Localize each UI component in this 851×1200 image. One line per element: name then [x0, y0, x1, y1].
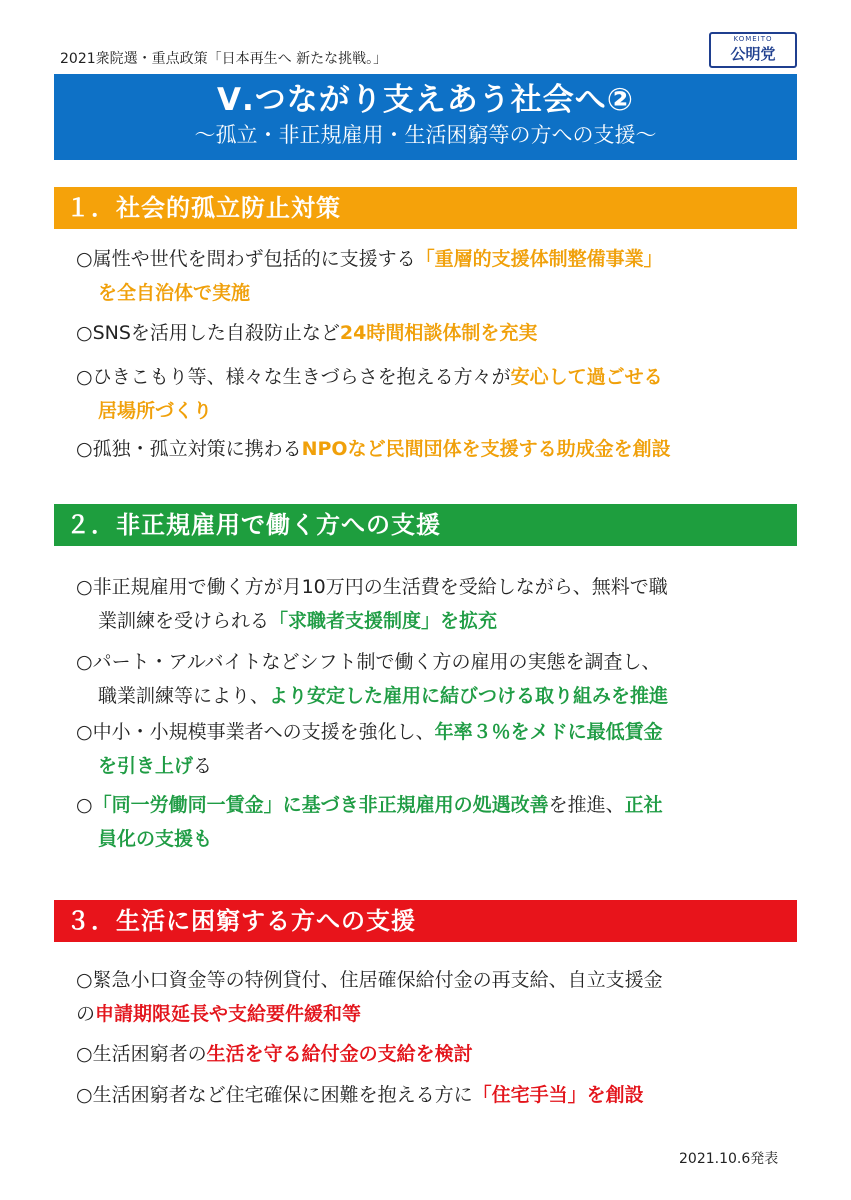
list-item — [76, 963, 796, 1031]
item-highlight-continued: 員化の支援も — [98, 828, 213, 850]
page-title: Ⅴ.つながり支えあう社会へ② — [216, 82, 634, 118]
section-heading-poverty-support: ３．生活に困窮する方への支援 — [54, 900, 797, 942]
item-text-continued: 職業訓練等により、 — [98, 685, 270, 707]
item-highlight-continued: を全自治体で実施 — [98, 282, 251, 304]
item-text: ○ひきこもり等、様々な生きづらさを抱える方々が — [76, 366, 511, 388]
item-continued — [76, 679, 796, 713]
list-item — [76, 715, 796, 783]
item-highlight-continued: 居場所づくり — [98, 400, 213, 422]
section-heading-isolation: １．社会的孤立防止対策 — [54, 187, 797, 229]
item-highlight: 安心して過ごせる — [510, 366, 663, 388]
logo-english: KOMEITO — [733, 35, 773, 43]
section-heading-nonregular-employment: ２．非正規雇用で働く方への支援 — [54, 504, 797, 546]
top-note: 2021衆院選・重点政策「日本再生へ 新たな挑戦。」 — [60, 51, 388, 67]
item-highlight: より安定した雇用に結びつける取り組みを推進 — [269, 685, 669, 707]
item-text: ○生活困窮者など住宅確保に困難を抱える方に — [76, 1084, 473, 1106]
list-item — [76, 788, 796, 856]
item-text: ○パート・アルバイトなどシフト制で働く方の雇用の実態を調査し、 — [76, 651, 661, 673]
item-text: を推進、 — [548, 794, 625, 816]
item-highlight: 「住宅手当」を創設 — [472, 1084, 644, 1106]
list-item — [76, 432, 796, 466]
item-text-continued: の — [76, 1003, 96, 1025]
title-banner — [54, 74, 797, 160]
list-item — [76, 360, 796, 428]
bullet-mark: ○ — [76, 794, 93, 816]
item-highlight: 「同一労働同一賃金」に基づき非正規雇用の処遇改善 — [92, 794, 549, 816]
item-continued — [76, 749, 796, 783]
item-text-continued: る — [193, 755, 213, 777]
page-subtitle: ～孤立・非正規雇用・生活困窮等の方への支援～ — [194, 123, 657, 147]
list-item — [76, 570, 796, 638]
item-highlight: NPOなど民間団体を支援する助成金を創設 — [301, 438, 671, 460]
list-item — [76, 1037, 796, 1071]
item-text: ○非正規雇用で働く方が月10万円の生活費を受給しながら、無料で職 — [76, 576, 668, 598]
item-continued — [76, 997, 796, 1031]
item-text: ○SNSを活用した自殺防止など — [76, 322, 340, 344]
list-item — [76, 645, 796, 713]
item-highlight: 生活を守る給付金の支給を検討 — [206, 1043, 473, 1065]
item-highlight: 年率３％をメドに最低賃金 — [434, 721, 663, 743]
logo-japanese: 公明党 — [730, 45, 776, 63]
list-item — [76, 1078, 796, 1112]
publish-date: 2021.10.6発表 — [679, 1151, 779, 1167]
item-continued — [76, 604, 796, 638]
item-highlight-2: 正社 — [624, 794, 663, 816]
item-highlight-continued: を引き上げ — [98, 755, 194, 777]
item-highlight: 申請期限延長や支給要件緩和等 — [95, 1003, 362, 1025]
item-text: ○属性や世代を問わず包括的に支援する — [76, 248, 416, 270]
item-highlight: 「重層的支援体制整備事業」 — [415, 248, 663, 270]
item-text: ○孤独・孤立対策に携わる — [76, 438, 302, 460]
list-item — [76, 316, 796, 350]
item-text: ○生活困窮者の — [76, 1043, 207, 1065]
komeito-logo — [709, 32, 797, 68]
item-text-continued: 業訓練を受けられる — [98, 610, 270, 632]
list-item — [76, 242, 796, 310]
item-text: ○緊急小口資金等の特例貸付、住居確保給付金の再支給、自立支援金 — [76, 969, 663, 991]
item-highlight: 24時間相談体制を充実 — [339, 322, 538, 344]
item-highlight: 「求職者支援制度」を拡充 — [269, 610, 498, 632]
item-text: ○中小・小規模事業者への支援を強化し、 — [76, 721, 435, 743]
